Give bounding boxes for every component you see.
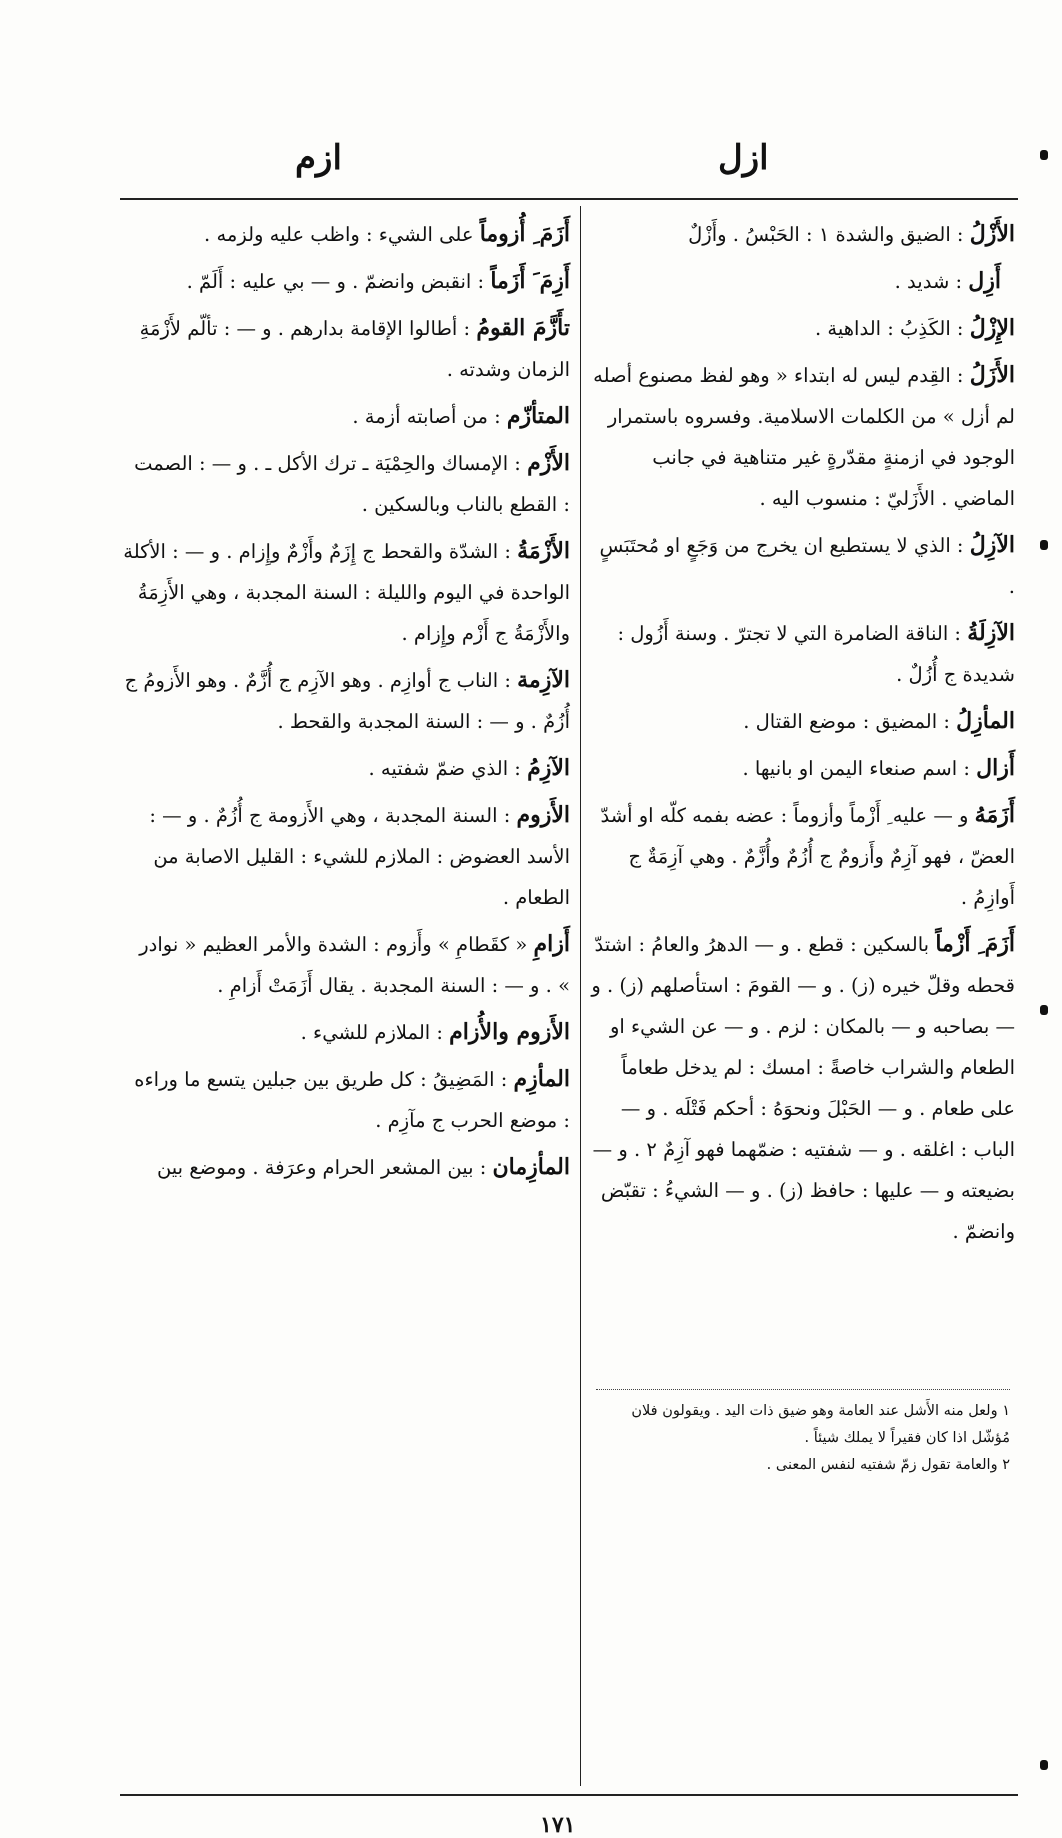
entry bbox=[590, 748, 1015, 789]
entry bbox=[122, 396, 570, 437]
headword: الآزِمُ bbox=[527, 755, 570, 781]
entry bbox=[590, 701, 1015, 742]
entry bbox=[122, 214, 570, 255]
footnote: ١ ولعل منه الأَشل عند العامة وهو ضيق ذات اليد . ويقولون فلان مُؤشّل اذا كان فقيراً لا يملك شيئاً . bbox=[631, 1403, 1010, 1446]
headword: الأَزْم bbox=[527, 450, 570, 476]
definition: : الناقة الضامرة التي لا تجترّ . وسنة أَزُول : شديدة ج أُزُلٌ . bbox=[617, 622, 1015, 686]
headword: أَزَمَ ِ أَزْماً bbox=[935, 931, 1015, 957]
definition: : من أصابته أزمة . bbox=[352, 405, 501, 428]
headword: الأَزْمَةُ bbox=[517, 538, 570, 564]
definition: : الضيق والشدة ١ : الحَبْسُ . وأَزْلٌ bbox=[688, 223, 964, 246]
definition: : الملازم للشيء . bbox=[300, 1021, 443, 1044]
definition: : اسم صنعاء اليمن او بانيها . bbox=[742, 757, 970, 780]
definition: على الشيء : واظب عليه ولزمه . bbox=[204, 223, 474, 246]
headword: أَزِل bbox=[968, 268, 1001, 294]
definition: « كقَطامِ » وأَزوم : الشدة والأمر العظيم « نوادر » . و — : السنة المجدبة . يقال أَزَمَتْ أَزامِ . bbox=[139, 933, 570, 997]
header-root-left: ازم bbox=[295, 138, 342, 178]
headword: الآزِلَةُ bbox=[967, 620, 1015, 646]
definition: : الإمساك والحِمْيَة ـ ترك الأكل ـ . و — : الصمت : القطع بالناب وبالسكين . bbox=[134, 452, 570, 516]
headword: تأَزَّمَ القومُ bbox=[476, 315, 570, 341]
entry bbox=[122, 795, 570, 918]
headword: أَزامِ bbox=[533, 931, 570, 957]
margin-mark bbox=[1040, 1005, 1048, 1015]
headword: أَزَمَ ِ أُزوماً bbox=[479, 221, 570, 247]
definition: : شديد . bbox=[894, 270, 963, 293]
entry bbox=[122, 660, 570, 742]
definition: : المضيق : موضع القتال . bbox=[743, 710, 950, 733]
definition: : بين المشعر الحرام وعرَفة . وموضع بين bbox=[156, 1156, 487, 1179]
definition: : السنة المجدبة ، وهي الأَزومة ج أُزُمٌ . و — : الأسد العضوض : الملازم للشيء : القليل الاصابة من الطعام . bbox=[149, 804, 570, 909]
headword: أَزِمَ َ أَزَماً bbox=[490, 268, 570, 294]
margin-mark bbox=[1040, 1760, 1048, 1770]
entry bbox=[122, 1012, 570, 1053]
entry bbox=[590, 613, 1015, 695]
entry bbox=[590, 308, 1015, 349]
headword: الأَزوم والأُزام bbox=[449, 1019, 570, 1045]
entry bbox=[122, 443, 570, 525]
entry bbox=[590, 525, 1015, 607]
headword: الأَزْلُ bbox=[969, 221, 1015, 247]
footer-rule bbox=[120, 1794, 1018, 1796]
headword: الأَزوم bbox=[516, 802, 570, 828]
header-root-right: ازل bbox=[718, 138, 769, 178]
left-column bbox=[122, 214, 570, 1194]
definition: : الشدّة والقحط ج إِزَمٌ وأَزْمٌ وإِزام . و — : الأكلة الواحدة في اليوم والليلة : السنة المجدبة ، وهي الأَزِمَةُ والأَزْمَةُ ج أَزْم وإِزام . bbox=[123, 540, 570, 645]
footnote: ٢ والعامة تقول زمّ شفتيه لنفس المعنى . bbox=[766, 1457, 1010, 1473]
headword: الإِزْلُ bbox=[969, 315, 1015, 341]
headword: المأزِلُ bbox=[956, 708, 1015, 734]
headword: المأزِم bbox=[513, 1066, 570, 1092]
definition: : الناب ج أوازِم . وهو الآزِم ج أُزَّمٌ . وهو الأَزومُ ج أُزُمٌ . و — : السنة المجدبة والقحط . bbox=[124, 669, 570, 733]
headword: الآزِمة bbox=[517, 667, 570, 693]
definition: : القِدم ليس له ابتداء « وهو لفظ مصنوع أصله لم أزل » من الكلمات الاسلامية. وفسروه باستمرار الوجود في ازمنةٍ مقدّرةٍ غير متناهية في جانب الماضي . الأَزَليّ : منسوب اليه . bbox=[593, 364, 1015, 510]
column-divider bbox=[580, 206, 581, 1786]
right-column bbox=[590, 214, 1015, 1258]
entry bbox=[590, 214, 1015, 255]
definition: و — عليه ِ أَزْماً وأزوماً : عضه بفمه كلّه او أشدّ العضّ ، فهو آزِمٌ وأَزومٌ ج أُزُمٌ وأُزَّمٌ . وهي آزِمَةٌ ج أَوازِمُ . bbox=[600, 804, 1015, 909]
entry bbox=[122, 308, 570, 390]
headword: أَزال bbox=[976, 755, 1015, 781]
entry bbox=[590, 355, 1015, 519]
entry bbox=[590, 924, 1015, 1252]
headword: الأَزَلُ bbox=[969, 362, 1015, 388]
definition: : الكَذِبُ : الداهية . bbox=[815, 317, 964, 340]
definition: : انقبض وانضمّ . و — بي عليه : أَلَمّ . bbox=[186, 270, 485, 293]
definition: بالسكين : قطع . و — الدهرُ والعامُ : اشتدّ قحطه وقلّ خيره (ز) . و — القومَ : استأصلهم (ز) . و — بصاحبه و — بالمكان : لزم . و — عن الشيء او الطعام والشراب خاصةً : امسك : لم يدخل طعاماً على طعام . و — الحَبْلَ ونحوَهُ : أحكم فَتْلَه . و — الباب : اغلقه . و — شفتيه : ضمّهما فهو آزِمٌ ٢ . و — بضيعته و — عليها : حافظ (ز) . و — الشيءُ : تقبّض وانضمّ . bbox=[591, 933, 1015, 1243]
page-number: ١٧١ bbox=[540, 1812, 576, 1838]
entry bbox=[590, 261, 1015, 302]
footnote-separator bbox=[596, 1389, 1010, 1390]
entry bbox=[590, 795, 1015, 918]
header-rule bbox=[120, 198, 1018, 200]
margin-mark bbox=[1040, 540, 1048, 550]
headword: أَزَمَهُ bbox=[974, 802, 1015, 828]
definition: : أطالوا الإقامة بدارهم . و — : تألّم لأَزْمَةِ الزمان وشدته . bbox=[139, 317, 570, 381]
headword: المتأزّم bbox=[506, 403, 570, 429]
entry bbox=[122, 748, 570, 789]
entry bbox=[122, 1147, 570, 1188]
definition: : الذي لا يستطيع ان يخرج من وَجَعٍ او مُحتَبَسٍ . bbox=[599, 534, 1015, 598]
entry bbox=[122, 531, 570, 654]
entry bbox=[122, 924, 570, 1006]
entry bbox=[122, 1059, 570, 1141]
definition: : الذي ضمّ شفتيه . bbox=[368, 757, 521, 780]
footnotes bbox=[596, 1398, 1010, 1479]
definition: : المَضِيقُ : كل طريق بين جبلين يتسع ما وراءه : موضع الحرب ج مآزِم . bbox=[134, 1068, 570, 1132]
headword: المأزِمان bbox=[492, 1154, 570, 1180]
entry bbox=[122, 261, 570, 302]
headword: الآزِلُ bbox=[969, 532, 1015, 558]
margin-mark bbox=[1040, 150, 1048, 160]
